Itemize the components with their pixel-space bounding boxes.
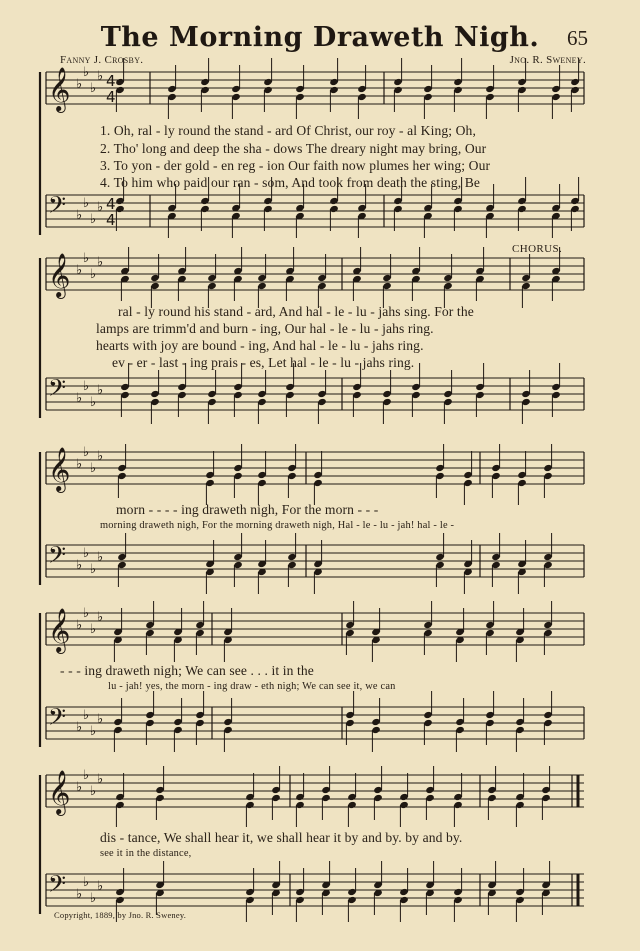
treble-clef-icon: 𝄞 (48, 67, 71, 111)
flat-sign-icon: ♭ (90, 784, 97, 799)
flat-sign-icon: ♭ (90, 267, 97, 282)
flat-sign-icon: ♭ (97, 712, 104, 727)
treble-clef-icon: 𝄞 (48, 253, 71, 297)
treble-clef-icon: 𝄞 (48, 770, 71, 814)
flat-sign-icon: ♭ (83, 708, 90, 723)
verse-1-line-2: ral - ly round his stand - ard, And hal - le - lu - jahs sing. For the (118, 304, 474, 319)
verse-2-line-2: lamps are trimm'd and burn - ing, Our hal - le - lu - jahs ring. (96, 321, 434, 336)
flat-sign-icon: ♭ (90, 622, 97, 637)
chorus-row-4-lyric: - - - ing draweth nigh; We can see . . . it in the (60, 663, 314, 678)
verse-4-line-2: ev - er - last - ing prais - es, Let hal - le - lu - jahs ring. (112, 355, 415, 370)
time-signature-top: 4 (106, 72, 116, 90)
flat-sign-icon: ♭ (90, 212, 97, 227)
flat-sign-icon: ♭ (97, 772, 104, 787)
bass-clef-icon: 𝄢 (48, 374, 67, 407)
flat-sign-icon: ♭ (76, 720, 83, 735)
flat-sign-icon: ♭ (76, 208, 83, 223)
flat-sign-icon: ♭ (83, 546, 90, 561)
bass-clef-icon: 𝄢 (48, 703, 67, 736)
flat-sign-icon: ♭ (90, 562, 97, 577)
flat-sign-icon: ♭ (83, 606, 90, 621)
flat-sign-icon: ♭ (83, 65, 90, 80)
chorus-row-4-bass-lyric: lu - jah! yes, the morn - ing draw - eth nigh; We can see it, we can (108, 681, 396, 692)
flat-sign-icon: ♭ (76, 780, 83, 795)
time-signature-top: 4 (106, 195, 116, 213)
flat-sign-icon: ♭ (76, 887, 83, 902)
time-signature-bottom: 4 (106, 88, 116, 106)
flat-sign-icon: ♭ (97, 550, 104, 565)
flat-sign-icon: ♭ (83, 379, 90, 394)
flat-sign-icon: ♭ (97, 200, 104, 215)
verse-4-line-1: 4. To him who paid our ran - som, And took from death the sting, Be (100, 175, 481, 190)
verse-3-line-1: 3. To yon - der gold - en reg - ion Our faith now plumes her wing; Our (100, 158, 491, 173)
copyright-notice: Copyright, 1889, by Jno. R. Sweney. (54, 910, 187, 920)
treble-clef-icon: 𝄞 (48, 447, 71, 491)
flat-sign-icon: ♭ (90, 395, 97, 410)
flat-sign-icon: ♭ (97, 255, 104, 270)
chorus-row-5-lyric: dis - tance, We shall hear it, we shall hear it by and by. by and by. (100, 830, 463, 845)
flat-sign-icon: ♭ (90, 724, 97, 739)
chorus-label: CHORUS. (512, 243, 563, 255)
flat-sign-icon: ♭ (83, 768, 90, 783)
flat-sign-icon: ♭ (76, 457, 83, 472)
lyricist-credit: Fanny J. Crosby. (60, 54, 144, 66)
hymn-title: The Morning Draweth Nigh. (100, 22, 540, 53)
chorus-row-5-bass-lyric: see it in the distance, (100, 848, 192, 859)
flat-sign-icon: ♭ (76, 618, 83, 633)
verse-2-line-1: 2. Tho' long and deep the sha - dows The dreary night may bring, Our (100, 141, 487, 156)
flat-sign-icon: ♭ (97, 879, 104, 894)
flat-sign-icon: ♭ (90, 891, 97, 906)
flat-sign-icon: ♭ (90, 461, 97, 476)
chorus-row-3-lyric: morn - - - - ing draweth nigh, For the morn - - - (116, 502, 379, 517)
flat-sign-icon: ♭ (97, 449, 104, 464)
flat-sign-icon: ♭ (76, 391, 83, 406)
chorus-row-3-bass-lyric: morning draweth nigh, For the morning draweth nigh, Hal - le - lu - jah! hal - le - (100, 520, 455, 531)
page-number: 65 (567, 26, 588, 50)
bass-clef-icon: 𝄢 (48, 870, 67, 903)
verse-3-line-2: hearts with joy are bound - ing, And hal - le - lu - jahs ring. (96, 338, 424, 353)
flat-sign-icon: ♭ (76, 77, 83, 92)
flat-sign-icon: ♭ (83, 875, 90, 890)
flat-sign-icon: ♭ (97, 610, 104, 625)
flat-sign-icon: ♭ (97, 383, 104, 398)
flat-sign-icon: ♭ (76, 558, 83, 573)
time-signature-bottom: 4 (106, 211, 116, 229)
flat-sign-icon: ♭ (76, 263, 83, 278)
composer-credit: Jno. R. Sweney. (509, 54, 586, 66)
verse-1-line-1: 1. Oh, ral - ly round the stand - ard Of Christ, our roy - al King; Oh, (100, 123, 476, 138)
bass-clef-icon: 𝄢 (48, 541, 67, 574)
bass-clef-icon: 𝄢 (48, 191, 67, 224)
flat-sign-icon: ♭ (83, 445, 90, 460)
treble-clef-icon: 𝄞 (48, 608, 71, 652)
flat-sign-icon: ♭ (90, 81, 97, 96)
flat-sign-icon: ♭ (97, 69, 104, 84)
flat-sign-icon: ♭ (83, 196, 90, 211)
flat-sign-icon: ♭ (83, 251, 90, 266)
